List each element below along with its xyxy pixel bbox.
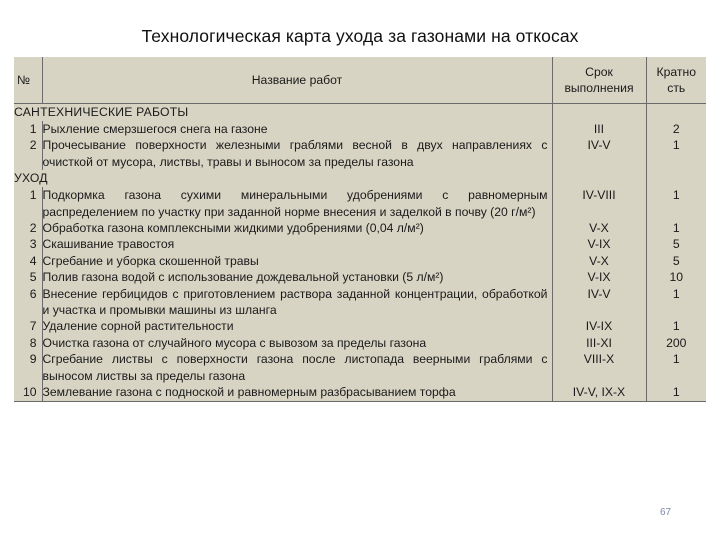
table-row (14, 286, 706, 319)
table-row (14, 121, 706, 137)
care-table (14, 57, 706, 402)
table-row (14, 187, 706, 220)
empty-cell (552, 104, 646, 122)
table-row (14, 236, 706, 252)
work-frequency: 1 (646, 384, 706, 401)
header-work-name: Название работ (42, 57, 552, 104)
work-term: III (552, 121, 646, 137)
work-term: IV-IX (552, 318, 646, 334)
section-row (14, 104, 706, 122)
page-number: 67 (660, 507, 672, 518)
work-name: Внесение гербицидов с приготовлением раствора заданной концентрации, обработкой и участка и промывки машины из шланга (42, 286, 552, 319)
work-term: V-IX (552, 269, 646, 285)
work-frequency: 10 (646, 269, 706, 285)
work-frequency: 1 (646, 137, 706, 170)
empty-cell (552, 170, 646, 187)
work-name: Сгребание и уборка скошенной травы (42, 253, 552, 269)
work-name: Рыхление смерзшегося снега на газоне (42, 121, 552, 137)
table-header-row (14, 57, 706, 104)
work-frequency: 5 (646, 236, 706, 252)
work-term: IV-V, IX-X (552, 384, 646, 401)
row-number: 8 (29, 335, 37, 350)
row-number: 5 (29, 270, 37, 285)
work-frequency: 1 (646, 286, 706, 319)
row-number: 9 (29, 352, 37, 367)
table-row (14, 220, 706, 236)
work-name: Подкормка газона сухими минеральными удобрениями с равномерным распределением по участку при заданной норме внесения и заделкой в почву (20 г/м²) (42, 187, 552, 220)
work-term: IV-VIII (552, 187, 646, 220)
page-title: Технологическая карта ухода за газонами на откосах (141, 26, 579, 46)
empty-cell (646, 104, 706, 122)
work-frequency: 1 (646, 351, 706, 384)
row-number: 4 (29, 253, 37, 268)
header-frequency: Кратно сть (646, 57, 706, 104)
row-number: 6 (29, 286, 37, 301)
work-term: V-IX (552, 236, 646, 252)
row-number: 1 (29, 122, 37, 136)
table-row (14, 335, 706, 351)
work-frequency: 200 (646, 335, 706, 351)
work-frequency: 1 (646, 187, 706, 220)
section-title: УХОД (14, 171, 48, 186)
work-name: Обработка газона комплексными жидкими удобрениями (0,04 л/м²) (42, 220, 552, 236)
header-term: Срок выполнения (552, 57, 646, 104)
section-row (14, 170, 706, 187)
empty-cell (646, 170, 706, 187)
table-row (14, 318, 706, 334)
work-frequency: 1 (646, 220, 706, 236)
row-number: 2 (29, 221, 37, 236)
work-name: Сгребание листвы с поверхности газона после листопада веерными граблями с выносом листвы за пределы газона (42, 351, 552, 384)
table-row (14, 351, 706, 384)
row-number: 7 (29, 319, 37, 334)
work-frequency: 5 (646, 253, 706, 269)
work-term: V-X (552, 220, 646, 236)
row-number: 3 (29, 237, 37, 252)
header-number: № (14, 57, 42, 104)
work-term: V-X (552, 253, 646, 269)
work-frequency: 1 (646, 318, 706, 334)
work-term: VIII-X (552, 351, 646, 384)
work-term: III-XI (552, 335, 646, 351)
work-name: Землевание газона с подноской и равномерным разбрасыванием торфа (42, 384, 552, 401)
work-name: Удаление сорной растительности (42, 318, 552, 334)
work-name: Полив газона водой с использование дождевальной установки (5 л/м²) (42, 269, 552, 285)
table-row (14, 253, 706, 269)
work-term: IV-V (552, 137, 646, 170)
row-number: 10 (14, 384, 42, 401)
table-row (14, 384, 706, 401)
table-row (14, 269, 706, 285)
row-number: 2 (29, 138, 37, 153)
work-name: Скашивание травостоя (42, 236, 552, 252)
table-row (14, 137, 706, 170)
work-term: IV-V (552, 286, 646, 319)
work-name: Очистка газона от случайного мусора с вывозом за пределы газона (42, 335, 552, 351)
row-number: 1 (29, 188, 37, 203)
work-frequency: 2 (646, 121, 706, 137)
work-name: Прочесывание поверхности железными граблями весной в двух направлениях с очисткой от мусора, листвы, травы и выносом за пределы газона (42, 137, 552, 170)
section-title: САНТЕХНИЧЕСКИЕ РАБОТЫ (14, 105, 189, 119)
table-body (14, 104, 706, 402)
